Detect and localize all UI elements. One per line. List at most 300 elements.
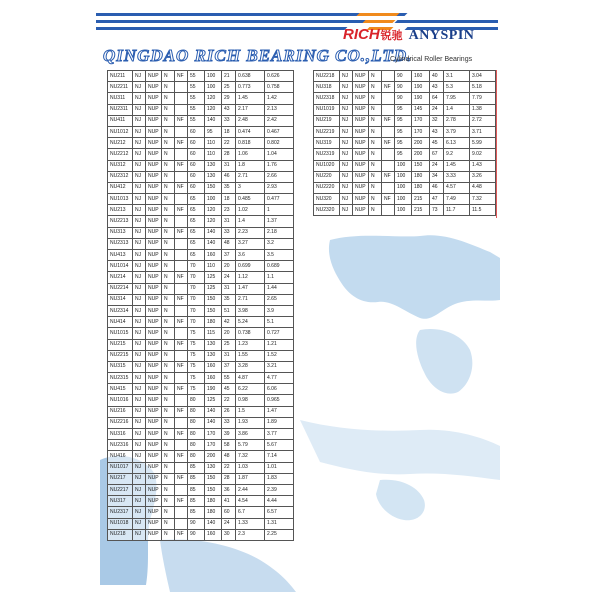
table-cell: N <box>162 149 175 160</box>
table-cell: NJ <box>340 104 353 115</box>
table-cell: N <box>162 384 175 395</box>
table-cell: 0.98 <box>236 395 265 406</box>
table-cell: 3.71 <box>470 126 496 137</box>
table-cell: 150 <box>205 484 222 495</box>
table-cell: 35 <box>222 294 236 305</box>
table-cell: 180 <box>205 507 222 518</box>
table-cell: 110 <box>205 149 222 160</box>
table-cell: NJ <box>133 373 146 384</box>
table-cell: N <box>162 317 175 328</box>
table-cell: NUP <box>146 429 162 440</box>
table-cell: 190 <box>412 93 430 104</box>
table-cell: NJ <box>340 205 353 216</box>
table-row <box>108 350 294 361</box>
table-cell: N <box>162 261 175 272</box>
table-cell: 130 <box>205 160 222 171</box>
table-cell: N <box>162 294 175 305</box>
table-cell: 28 <box>222 473 236 484</box>
table-cell <box>175 238 188 249</box>
table-row <box>108 71 294 82</box>
table-cell: NU2318 <box>314 93 340 104</box>
table-cell: 5.3 <box>444 82 470 93</box>
table-cell: NU2213 <box>108 216 133 227</box>
table-cell: 20 <box>222 328 236 339</box>
table-cell: 43 <box>430 82 444 93</box>
table-cell: 67 <box>430 149 444 160</box>
table-cell: 36 <box>222 484 236 495</box>
table-cell: 7.79 <box>470 93 496 104</box>
table-cell: 1.4 <box>236 216 265 227</box>
table-cell: NU212 <box>108 138 133 149</box>
table-cell: 120 <box>205 104 222 115</box>
table-cell: NF <box>175 339 188 350</box>
table-cell: NU412 <box>108 182 133 193</box>
table-cell: NUP <box>146 350 162 361</box>
table-cell: 120 <box>205 216 222 227</box>
table-cell: NUP <box>146 473 162 484</box>
table-cell: 90 <box>395 93 412 104</box>
table-cell: NJ <box>133 238 146 249</box>
table-cell <box>382 93 395 104</box>
table-cell: NU2314 <box>108 305 133 316</box>
table-cell: 5.79 <box>236 440 265 451</box>
table-cell: NJ <box>133 104 146 115</box>
table-cell: 2.93 <box>265 182 294 193</box>
table-cell: NU2217 <box>108 484 133 495</box>
table-cell: NUP <box>146 171 162 182</box>
table-cell: NU2218 <box>314 71 340 82</box>
table-cell: 160 <box>205 529 222 540</box>
table-cell: 6.13 <box>444 138 470 149</box>
table-cell: NJ <box>133 194 146 205</box>
table-cell <box>175 350 188 361</box>
table-cell: NF <box>382 171 395 182</box>
table-cell: NF <box>175 272 188 283</box>
table-cell: 60 <box>188 160 205 171</box>
table-cell: 33 <box>222 417 236 428</box>
table-cell: NU217 <box>108 473 133 484</box>
table-cell: 100 <box>395 194 412 205</box>
table-cell: N <box>162 373 175 384</box>
table-cell: 26 <box>222 406 236 417</box>
table-row <box>108 507 294 518</box>
table-cell: 1.21 <box>265 339 294 350</box>
table-row <box>108 429 294 440</box>
table-cell: NF <box>175 451 188 462</box>
table-cell: 5.99 <box>470 138 496 149</box>
table-cell: NUP <box>353 205 369 216</box>
table-cell <box>175 373 188 384</box>
table-row <box>108 496 294 507</box>
table-cell: NF <box>175 294 188 305</box>
table-cell: NJ <box>133 82 146 93</box>
table-row <box>314 82 496 93</box>
table-cell: 3.04 <box>470 71 496 82</box>
table-cell: 4.87 <box>236 373 265 384</box>
table-cell: N <box>162 194 175 205</box>
table-cell: NJ <box>133 328 146 339</box>
table-cell: N <box>369 104 382 115</box>
table-row <box>108 261 294 272</box>
table-cell <box>175 194 188 205</box>
table-cell <box>175 417 188 428</box>
table-cell: NJ <box>133 250 146 261</box>
table-cell: 3.9 <box>265 305 294 316</box>
table-cell: NUP <box>353 149 369 160</box>
table-cell <box>175 149 188 160</box>
table-row <box>108 473 294 484</box>
table-row <box>108 462 294 473</box>
table-cell: 21 <box>222 71 236 82</box>
table-cell: NJ <box>340 138 353 149</box>
table-cell: NJ <box>133 171 146 182</box>
table-cell: 4.48 <box>470 182 496 193</box>
table-cell: 200 <box>205 451 222 462</box>
table-cell: NUP <box>146 160 162 171</box>
table-cell: 85 <box>188 496 205 507</box>
table-cell: 0.485 <box>236 194 265 205</box>
table-cell: N <box>162 160 175 171</box>
table-cell: NU315 <box>108 361 133 372</box>
table-cell: 100 <box>205 71 222 82</box>
table-cell: NJ <box>340 160 353 171</box>
table-cell: 6.7 <box>236 507 265 518</box>
table-cell: NU312 <box>108 160 133 171</box>
table-cell: 22 <box>222 462 236 473</box>
table-cell: N <box>162 138 175 149</box>
table-cell: NUP <box>146 451 162 462</box>
table-row <box>314 194 496 205</box>
table-cell: 180 <box>205 317 222 328</box>
table-cell: N <box>162 71 175 82</box>
table-cell: NUP <box>353 93 369 104</box>
table-cell: N <box>162 440 175 451</box>
table-cell: 55 <box>188 71 205 82</box>
table-cell: NJ <box>133 484 146 495</box>
table-cell: 3.86 <box>236 429 265 440</box>
table-cell: 3.79 <box>444 126 470 137</box>
table-cell: N <box>162 339 175 350</box>
table-cell: 6.06 <box>265 384 294 395</box>
table-row <box>108 440 294 451</box>
table-cell: NU1017 <box>108 462 133 473</box>
table-cell: NJ <box>133 395 146 406</box>
table-cell: 150 <box>205 473 222 484</box>
table-cell: NU311 <box>108 93 133 104</box>
table-cell: NUP <box>146 361 162 372</box>
table-cell: NF <box>175 406 188 417</box>
table-cell: NUP <box>146 216 162 227</box>
table-cell: NUP <box>146 294 162 305</box>
table-row <box>108 395 294 406</box>
table-cell: NUP <box>146 115 162 126</box>
table-cell: NU2311 <box>108 104 133 115</box>
table-cell: 1.44 <box>265 283 294 294</box>
table-cell: NJ <box>133 518 146 529</box>
table-cell: 160 <box>412 71 430 82</box>
table-cell: 0.758 <box>265 82 294 93</box>
table-cell: NU2313 <box>108 238 133 249</box>
table-cell: 115 <box>205 328 222 339</box>
section-subtitle: Cylindrical Roller Bearings <box>390 56 473 63</box>
table-cell: NU1019 <box>314 104 340 115</box>
table-cell: NU316 <box>108 429 133 440</box>
table-cell: 64 <box>430 93 444 104</box>
table-cell: NF <box>175 361 188 372</box>
table-cell: 0.638 <box>236 71 265 82</box>
table-cell: 1.93 <box>236 417 265 428</box>
table-cell: NUP <box>146 93 162 104</box>
table-cell: N <box>162 462 175 473</box>
table-cell: NUP <box>146 261 162 272</box>
table-cell: 2.48 <box>236 115 265 126</box>
table-cell: 85 <box>188 473 205 484</box>
table-cell: NU213 <box>108 205 133 216</box>
table-cell: NJ <box>133 462 146 473</box>
table-cell: 43 <box>222 104 236 115</box>
table-cell: 170 <box>412 126 430 137</box>
brand-rich: RICH <box>343 26 380 43</box>
table-cell: N <box>162 518 175 529</box>
table-cell: 70 <box>188 317 205 328</box>
table-cell: N <box>162 283 175 294</box>
table-cell: NUP <box>146 238 162 249</box>
table-cell: 7.95 <box>444 93 470 104</box>
table-cell: N <box>162 238 175 249</box>
table-cell: NJ <box>133 339 146 350</box>
table-cell: 0.689 <box>265 261 294 272</box>
table-cell <box>382 149 395 160</box>
table-row <box>108 115 294 126</box>
table-row <box>108 406 294 417</box>
table-cell: NUP <box>353 160 369 171</box>
table-cell: 1.4 <box>444 104 470 115</box>
table-cell: N <box>162 305 175 316</box>
table-cell: NF <box>175 473 188 484</box>
table-row <box>108 160 294 171</box>
table-cell: N <box>162 417 175 428</box>
table-cell: NJ <box>133 261 146 272</box>
table-cell: 51 <box>222 305 236 316</box>
table-cell: 55 <box>188 82 205 93</box>
table-cell: 37 <box>222 250 236 261</box>
table-cell <box>175 283 188 294</box>
table-cell: 90 <box>188 518 205 529</box>
table-cell: NJ <box>340 126 353 137</box>
table-cell: 0.802 <box>265 138 294 149</box>
table-row <box>314 115 496 126</box>
table-row <box>108 250 294 261</box>
table-cell: 65 <box>188 238 205 249</box>
table-cell: 60 <box>188 182 205 193</box>
table-row <box>314 104 496 115</box>
table-cell: NJ <box>133 317 146 328</box>
table-cell: 1.45 <box>236 93 265 104</box>
brand-anyspin: ANYSPIN <box>408 28 475 43</box>
table-cell <box>175 261 188 272</box>
table-cell: N <box>369 149 382 160</box>
table-cell: 125 <box>205 283 222 294</box>
table-cell: NU1012 <box>108 126 133 137</box>
table-cell: 140 <box>205 238 222 249</box>
table-cell: 190 <box>205 384 222 395</box>
table-cell: NU411 <box>108 115 133 126</box>
table-cell: 11.5 <box>470 205 496 216</box>
table-cell: 100 <box>395 182 412 193</box>
table-cell: NJ <box>340 115 353 126</box>
table-cell: 33 <box>222 227 236 238</box>
table-cell: 18 <box>222 194 236 205</box>
table-cell: 4.44 <box>265 496 294 507</box>
table-row <box>108 384 294 395</box>
table-cell: N <box>369 93 382 104</box>
table-cell: 1.52 <box>265 350 294 361</box>
table-cell: NUP <box>353 82 369 93</box>
table-cell: 1.8 <box>236 160 265 171</box>
table-cell: NJ <box>340 93 353 104</box>
table-cell: 6.57 <box>265 507 294 518</box>
table-cell: N <box>162 104 175 115</box>
table-row <box>108 93 294 104</box>
table-cell: 5.18 <box>470 82 496 93</box>
table-cell <box>175 440 188 451</box>
table-cell: N <box>162 361 175 372</box>
table-cell <box>382 205 395 216</box>
table-cell: 150 <box>205 294 222 305</box>
table-cell: N <box>369 171 382 182</box>
table-cell: NU220 <box>314 171 340 182</box>
table-cell: NUP <box>146 126 162 137</box>
table-cell: NF <box>175 227 188 238</box>
table-cell: 2.23 <box>236 227 265 238</box>
table-cell: NUP <box>146 496 162 507</box>
table-cell: N <box>162 406 175 417</box>
table-cell: 4.54 <box>236 496 265 507</box>
table-cell: 1.02 <box>236 205 265 216</box>
table-cell: NUP <box>146 339 162 350</box>
table-cell <box>175 250 188 261</box>
table-cell: NU413 <box>108 250 133 261</box>
table-cell: NUP <box>353 171 369 182</box>
table-row <box>108 317 294 328</box>
table-cell: 130 <box>205 350 222 361</box>
table-cell: N <box>162 216 175 227</box>
table-cell: 90 <box>395 82 412 93</box>
table-cell <box>175 484 188 495</box>
table-cell: 2.66 <box>265 171 294 182</box>
table-row <box>108 194 294 205</box>
table-cell: 2.39 <box>265 484 294 495</box>
table-cell: 95 <box>395 138 412 149</box>
table-cell: 7.32 <box>470 194 496 205</box>
table-row <box>108 216 294 227</box>
table-cell: 37 <box>222 361 236 372</box>
table-cell <box>382 104 395 115</box>
table-cell: 60 <box>188 138 205 149</box>
table-row <box>108 328 294 339</box>
table-cell: 6.22 <box>236 384 265 395</box>
table-cell: 95 <box>395 104 412 115</box>
table-cell: NJ <box>133 406 146 417</box>
table-cell: NJ <box>133 205 146 216</box>
table-cell <box>175 395 188 406</box>
table-cell: 75 <box>188 384 205 395</box>
table-cell: NUP <box>146 484 162 495</box>
table-cell: 70 <box>188 283 205 294</box>
table-cell: NJ <box>133 227 146 238</box>
table-cell: 65 <box>188 194 205 205</box>
table-row <box>314 138 496 149</box>
table-cell: 95 <box>205 126 222 137</box>
table-row <box>108 126 294 137</box>
table-cell: NU318 <box>314 82 340 93</box>
table-cell: 2.44 <box>236 484 265 495</box>
table-cell: N <box>162 496 175 507</box>
table-cell: NU313 <box>108 227 133 238</box>
table-cell: NUP <box>146 317 162 328</box>
table-cell: 60 <box>222 507 236 518</box>
table-cell: N <box>162 429 175 440</box>
table-cell: 215 <box>412 205 430 216</box>
table-row <box>108 484 294 495</box>
table-cell: NU2317 <box>108 507 133 518</box>
table-cell: NJ <box>133 182 146 193</box>
table-cell: NU218 <box>108 529 133 540</box>
table-row <box>108 171 294 182</box>
table-cell: 160 <box>205 373 222 384</box>
table-cell: NJ <box>133 149 146 160</box>
table-row <box>108 272 294 283</box>
table-cell: NJ <box>133 473 146 484</box>
table-cell: NU2312 <box>108 171 133 182</box>
table-row <box>314 182 496 193</box>
table-cell: 70 <box>188 261 205 272</box>
table-cell: 95 <box>395 149 412 160</box>
table-cell: 80 <box>188 429 205 440</box>
table-cell: N <box>162 272 175 283</box>
table-cell: 2.42 <box>265 115 294 126</box>
table-cell: NUP <box>353 71 369 82</box>
table-cell: NF <box>175 182 188 193</box>
table-cell: 55 <box>188 93 205 104</box>
table-cell: 45 <box>222 384 236 395</box>
table-cell: 40 <box>430 71 444 82</box>
table-cell: 70 <box>188 305 205 316</box>
table-cell: NU219 <box>314 115 340 126</box>
bearing-table-right <box>313 70 496 216</box>
table-cell: 30 <box>222 529 236 540</box>
table-cell: NUP <box>146 104 162 115</box>
table-cell: NUP <box>146 305 162 316</box>
table-cell: 23 <box>222 205 236 216</box>
table-cell: 215 <box>412 194 430 205</box>
table-cell: N <box>162 82 175 93</box>
table-cell: NJ <box>133 384 146 395</box>
table-cell: 0.773 <box>236 82 265 93</box>
table-cell: NUP <box>353 138 369 149</box>
table-cell: 1 <box>265 205 294 216</box>
table-cell: 0.477 <box>265 194 294 205</box>
table-cell: 2.71 <box>236 171 265 182</box>
table-cell: N <box>162 93 175 104</box>
table-cell: NU2215 <box>108 350 133 361</box>
table-cell: NU1013 <box>108 194 133 205</box>
table-cell: 0.626 <box>265 71 294 82</box>
table-cell: NU2220 <box>314 182 340 193</box>
table-cell: 55 <box>222 373 236 384</box>
table-cell: 3.33 <box>444 171 470 182</box>
table-cell: 24 <box>222 272 236 283</box>
